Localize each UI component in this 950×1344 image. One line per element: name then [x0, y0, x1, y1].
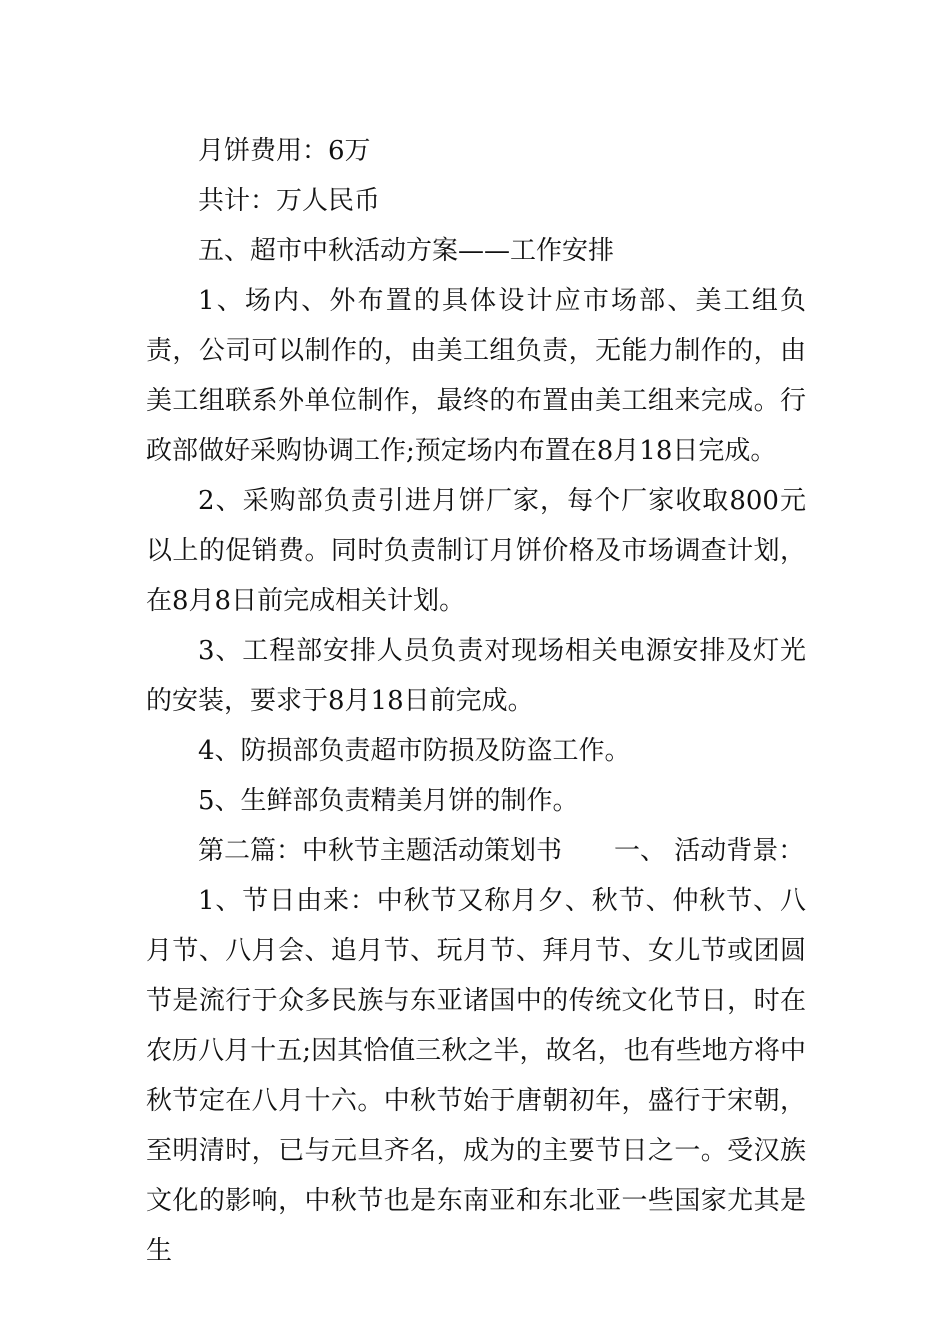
paragraph-item-4: 4、防损部负责超市防损及防盗工作。 — [198, 736, 631, 766]
section-heading-work-arrangement: 五、超市中秋活动方案——工作安排 — [198, 236, 615, 266]
chapter-subtitle: 一、 活动背景： — [614, 836, 805, 866]
chapter-title: 第二篇：中秋节主题活动策划书 — [198, 836, 563, 866]
paragraph-mooncake-cost: 月饼费用：6万 — [198, 136, 371, 166]
paragraph-item-2: 2、采购部负责引进月饼厂家，每个厂家收取800元以上的促销费。同时负责制订月饼价格及市场调查计划，在8月8日前完成相关计划。 — [146, 486, 806, 616]
chapter-heading — [146, 826, 806, 876]
paragraph-item-1: 1、场内、外布置的具体设计应市场部、美工组负责，公司可以制作的，由美工组负责，无能力制作的，由美工组联系外单位制作，最终的布置由美工组来完成。行政部做好采购协调工作;预定场内布置在8月18日完成。 — [146, 286, 806, 466]
paragraph-festival-origin: 1、节日由来：中秋节又称月夕、秋节、仲秋节、八月节、八月会、追月节、玩月节、拜月节、女儿节或团圆节是流行于众多民族与东亚诸国中的传统文化节日，时在农历八月十五;因其恰值三秋之半，故名，也有些地方将中秋节定在八月十六。中秋节始于唐朝初年，盛行于宋朝，至明清时，已与元旦齐名，成为的主要节日之一。受汉族文化的影响，中秋节也是东南亚和东北亚一些国家尤其是生 — [146, 886, 806, 1266]
paragraph-item-3: 3、工程部安排人员负责对现场相关电源安排及灯光的安装，要求于8月18日前完成。 — [146, 636, 806, 716]
paragraph-item-5: 5、生鲜部负责精美月饼的制作。 — [198, 786, 579, 816]
paragraph-total: 共计：万人民币 — [198, 186, 381, 216]
document-page — [146, 126, 806, 1276]
